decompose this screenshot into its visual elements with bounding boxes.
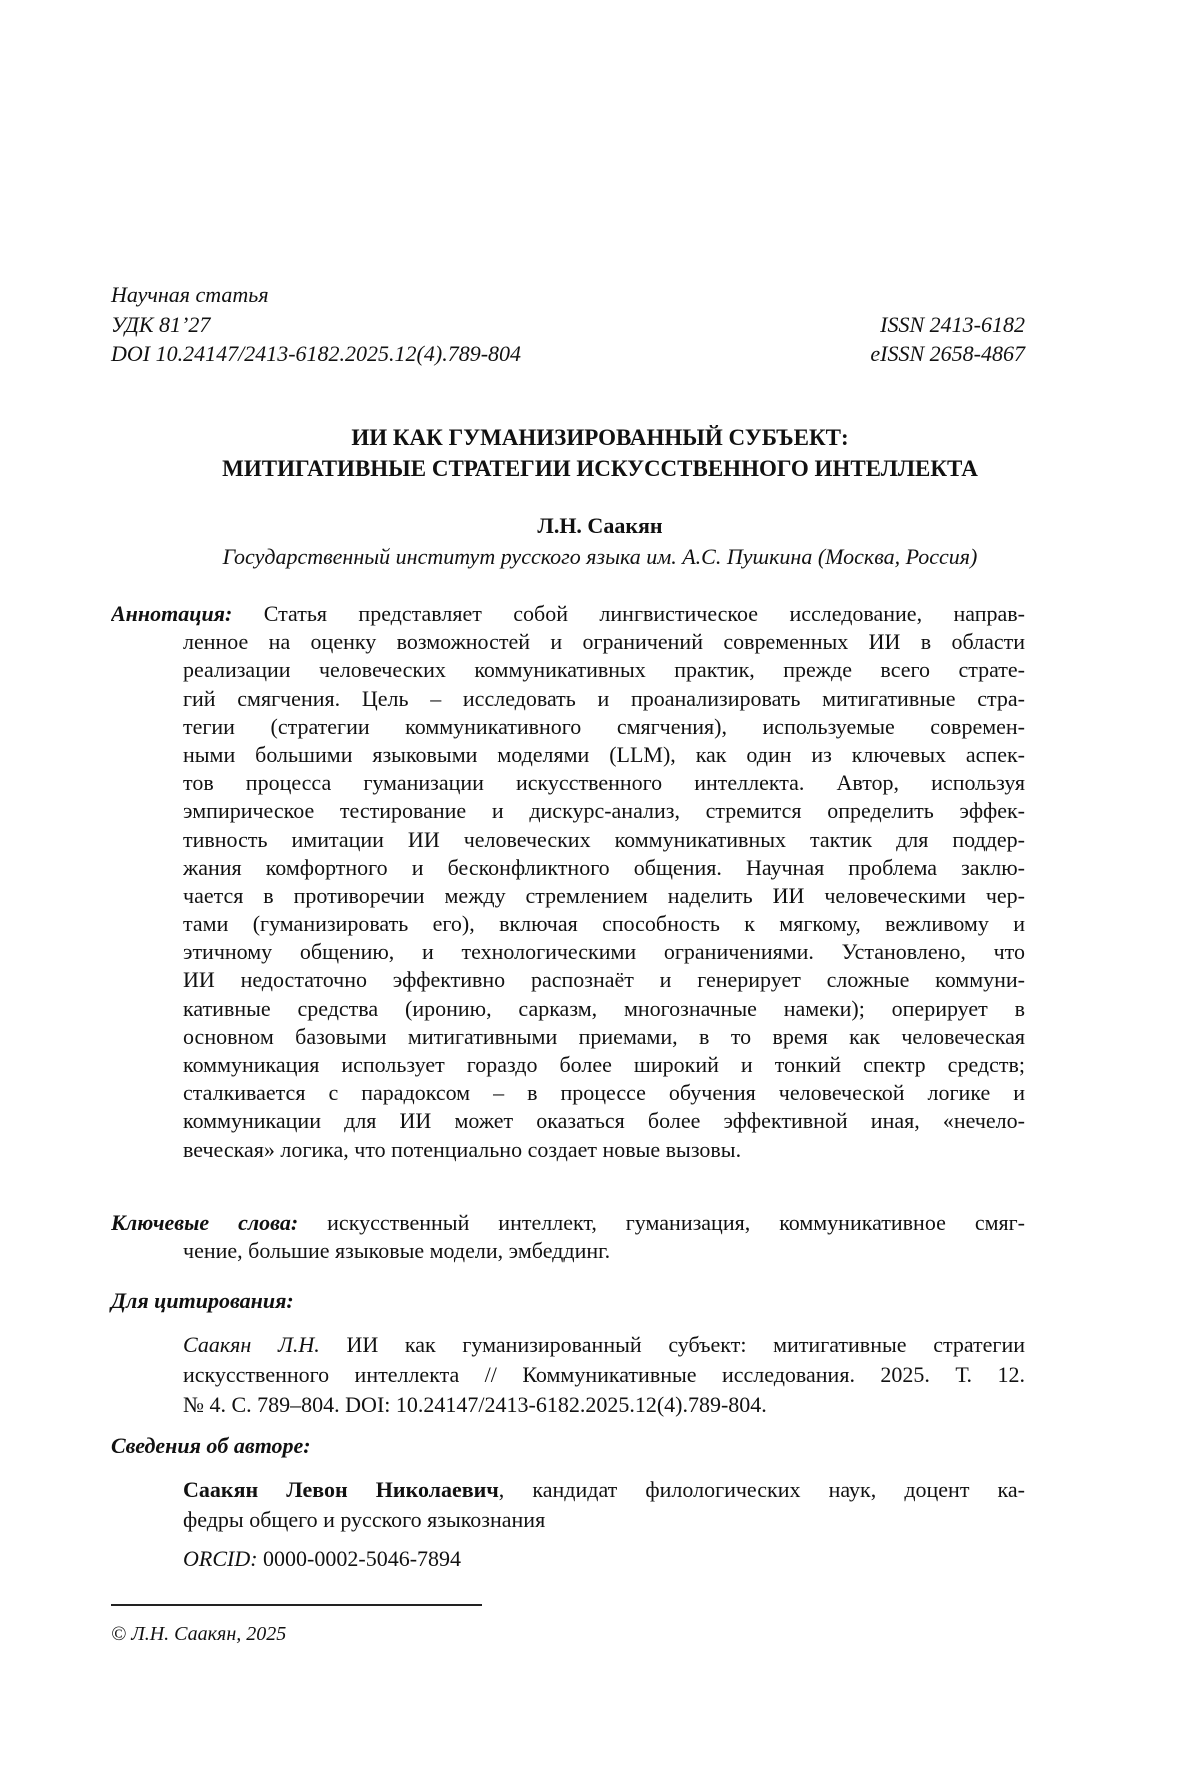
abstract-line: эмпирическое тестирование и дискурс-анализ, стремится определить эффек-	[183, 798, 1025, 824]
abstract-line: сталкивается с парадоксом – в процессе обучения человеческой логике и	[183, 1080, 1025, 1106]
abstract-label: Аннотация:	[111, 601, 233, 626]
abstract-line: ными большими языковыми моделями (LLM), как один из ключевых аспек-	[183, 741, 1025, 767]
citation-label: Для цитирования:	[111, 1288, 294, 1313]
eissn: eISSN 2658-4867	[870, 341, 1025, 366]
author-info-label: Сведения об авторе:	[111, 1433, 311, 1458]
abstract-line: коммуникация использует гораздо более широкий и тонкий спектр средств;	[183, 1052, 1025, 1077]
abstract-line: веческая» логика, что потенциально создает новые вызовы.	[183, 1136, 742, 1162]
abstract-line: тивность имитации ИИ человеческих коммуникативных тактик для поддер-	[183, 826, 1025, 852]
abstract-line: гий смягчения. Цель – исследовать и проанализировать митигативные стра-	[183, 685, 1025, 711]
orcid: ORCID: 0000-0002-5046-7894	[183, 1546, 462, 1571]
udk: УДК 81’27	[111, 312, 211, 337]
abstract-line: тегии (стратегии коммуникативного смягчения), используемые современ-	[183, 713, 1025, 739]
abstract-line: ИИ недостаточно эффективно распознаёт и генерирует сложные коммуни-	[183, 967, 1025, 993]
keywords-line-2: чение, большие языковые модели, эмбеддинг.	[183, 1238, 611, 1264]
keywords: Ключевые слова: искусственный интеллект, гуманизация, коммуникативное смяг- чение, большие языковые модели, эмбеддинг.	[111, 1209, 1025, 1268]
affiliation: Государственный институт русского языка им. А.С. Пушкина (Москва, Россия)	[222, 544, 978, 569]
abstract-line: Аннотация: Статья представляет собой лингвистическое исследование, направ-	[111, 601, 1025, 626]
issn: ISSN 2413-6182	[880, 312, 1025, 337]
footnote-divider	[111, 1604, 482, 1606]
abstract-line: тов процесса гуманизации искусственного интеллекта. Автор, используя	[183, 770, 1025, 796]
abstract-line: ленное на оценку возможностей и ограничений современных ИИ в области	[183, 629, 1025, 655]
abstract-line: этичному общению, и технологическими ограничениями. Установлено, что	[183, 939, 1025, 965]
abstract-line: кативные средства (иронию, сарказм, многозначные намеки); оперирует в	[183, 995, 1025, 1021]
title-line-2: МИТИГАТИВНЫЕ СТРАТЕГИИ ИСКУССТВЕННОГО ИНТЕЛЛЕКТА	[222, 456, 978, 481]
abstract-line: реализации человеческих коммуникативных практик, прежде всего страте-	[183, 657, 1025, 683]
copyright: © Л.Н. Саакян, 2025	[111, 1623, 287, 1645]
abstract-line: чается в противоречии между стремлением наделить ИИ человеческими чер-	[183, 882, 1025, 908]
abstract-line: коммуникации для ИИ может оказаться более эффективной иная, «нечело-	[183, 1108, 1025, 1134]
orcid-link[interactable]: 0000-0002-5046-7894	[263, 1546, 462, 1571]
citation: Саакян Л.Н. ИИ как гуманизированный субъект: митигативные стратегии искусственного интеллекта // Коммуникативные исследования. 2025. Т. 12. № 4. С. 789–804. DOI: 10.24147/2413-6182.2025.12(4).789-804.	[183, 1332, 1025, 1417]
abstract-line: основном базовыми митигативными приемами, в то время как человеческая	[183, 1023, 1025, 1049]
abstract-line: тами (гуманизировать его), включая способность к мягкому, вежливому и	[183, 911, 1025, 937]
keywords-label: Ключевые слова:	[111, 1210, 299, 1235]
article-type: Научная статья	[111, 282, 269, 307]
abstract	[111, 600, 1025, 1164]
author-info: Саакян Левон Николаевич, кандидат филологических наук, доцент ка- федры общего и русского языкознания	[183, 1477, 1025, 1532]
doi: DOI 10.24147/2413-6182.2025.12(4).789-804	[111, 341, 522, 366]
title-line-1: ИИ КАК ГУМАНИЗИРОВАННЫЙ СУБЪЕКТ:	[351, 425, 849, 450]
abstract-line: жания комфортного и бесконфликтного общения. Научная проблема заклю-	[183, 854, 1025, 880]
author-name: Л.Н. Саакян	[537, 513, 663, 538]
